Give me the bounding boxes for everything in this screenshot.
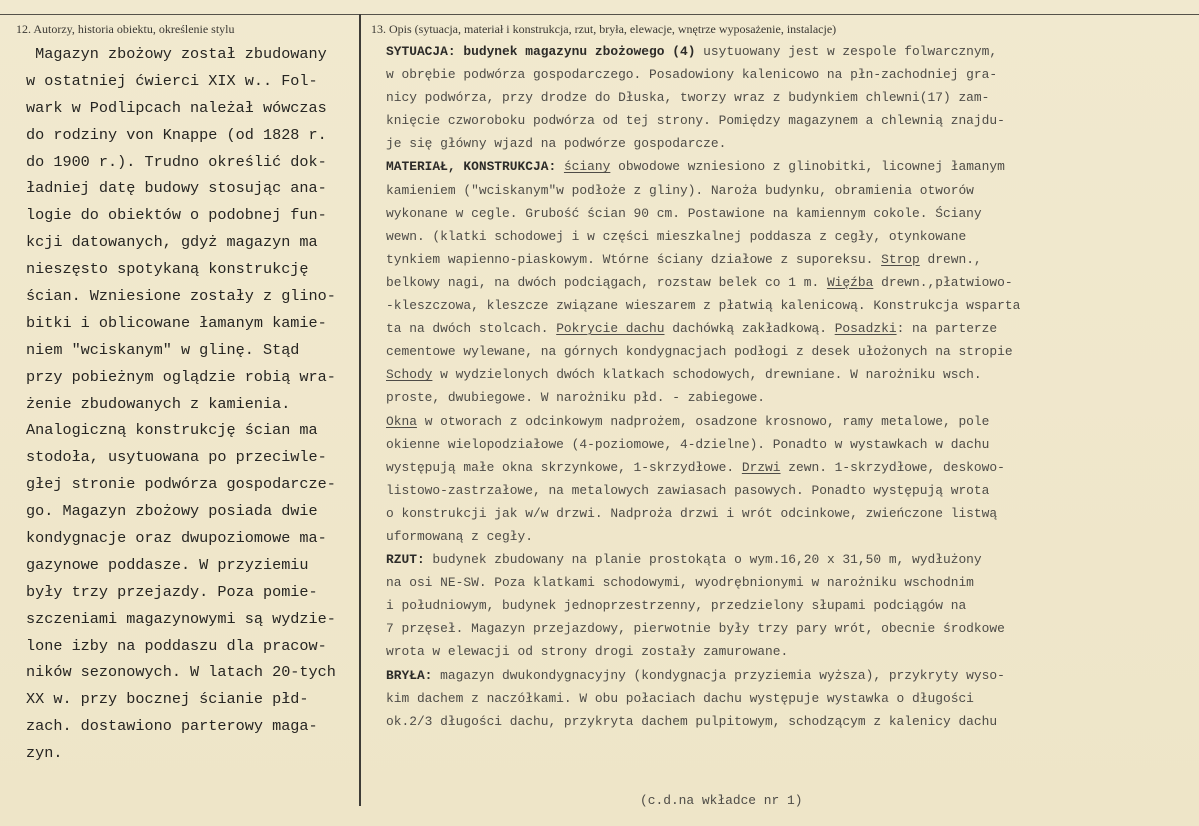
history-line: logie do obiektów o podobnej fun- <box>26 206 327 225</box>
history-line: były trzy przejazdy. Poza pomie- <box>26 582 318 601</box>
history-line: wark w Podlipcach należał wówczas <box>26 98 327 117</box>
history-line: bitki i oblicowane łamanym kamie- <box>26 313 327 332</box>
underlined-term: Drzwi <box>741 459 781 475</box>
line-text: nicy podwórza, przy drodze do Dłuska, tworzy wraz z budynkiem chlewni(17) zam- <box>386 90 990 106</box>
description-line <box>386 640 1186 663</box>
history-line: ścian. Wzniesione zostały z glino- <box>26 287 336 306</box>
description-line <box>386 271 1186 294</box>
section-label: RZUT: <box>386 552 425 568</box>
description-line <box>386 571 1186 594</box>
underlined-term: Okna <box>386 413 417 429</box>
history-line: XX w. przy bocznej ścianie płd- <box>26 690 309 709</box>
description-line <box>386 687 1186 710</box>
underlined-term: Posadzki <box>834 321 897 337</box>
history-line: kcji datowanych, gdyż magazyn ma <box>26 233 318 252</box>
line-text: : na parterze <box>896 321 998 337</box>
line-text: okienne wielopodziałowe (4-poziomowe, 4-dzielne). Ponadto w wystawkach w dachu <box>386 436 990 452</box>
line-text: -kleszczowa, kleszcze związane wieszarem z płatwią kalenicową. Konstrukcja wsparta <box>386 298 1021 314</box>
description-line <box>386 40 1186 63</box>
description-line <box>386 132 1186 155</box>
line-text: drewn., <box>919 251 982 267</box>
line-text: cementowe wylewane, na górnych kondygnacjach podłogi z desek ułożonych na stropie <box>386 344 1013 360</box>
line-text: wrota w elewacji od strony drogi zostały zamurowane. <box>386 644 789 660</box>
line-text: magazyn dwukondygnacyjny (kondygnacja przyziemia wyższa), przykryty wyso- <box>432 667 1005 683</box>
description-line <box>386 86 1186 109</box>
description-line <box>386 479 1186 502</box>
column-divider <box>359 14 361 806</box>
line-text: ok.2/3 długości dachu, przykryta dachem pulpitowym, schodzącym z kalenicy dachu <box>386 713 998 729</box>
description-line <box>386 202 1186 225</box>
description-line <box>386 664 1186 687</box>
line-text: kim dachem z naczółkami. W obu połaciach dachu występuje wystawka o długości <box>386 690 974 706</box>
history-line: głej stronie podwórza gospodarcze- <box>26 475 336 494</box>
history-line: stodoła, usytuowana po przeciwle- <box>26 448 327 467</box>
history-line: przy pobieżnym oglądzie robią wra- <box>26 367 336 386</box>
line-text: kamieniem ("wciskanym"w podłoże z gliny). Naroża budynku, obramienia otworów <box>386 182 974 198</box>
description-line <box>386 179 1186 202</box>
history-line: lone izby na poddaszu dla pracow- <box>26 636 327 655</box>
description-line <box>386 155 1186 178</box>
history-line: szczeniami magazynowymi są wydzie- <box>26 609 336 628</box>
line-text: je się główny wjazd na podwórze gospodarcze. <box>386 136 727 152</box>
line-text <box>556 159 564 174</box>
history-line: gazynowe poddasze. W przyziemiu <box>26 555 309 574</box>
description-text <box>386 40 1186 733</box>
description-line <box>386 386 1186 409</box>
history-line: ładniej datę budowy stosując ana- <box>26 179 327 198</box>
line-text: występują małe okna skrzynkowe, 1-skrzydłowe. <box>386 459 742 475</box>
line-text: obwodowe wzniesiono z glinobitki, licownej łamanym <box>610 159 1005 175</box>
underlined-term: Pokrycie dachu <box>556 321 665 337</box>
description-line <box>386 340 1186 363</box>
history-line: w ostatniej ćwierci XIX w.. Fol- <box>26 71 318 90</box>
section-label: SYTUACJA: budynek magazynu zbożowego (4) <box>386 44 696 59</box>
description-line <box>386 248 1186 271</box>
underlined-term: Schody <box>386 367 433 383</box>
history-line: go. Magazyn zbożowy posiada dwie <box>26 502 318 521</box>
line-text: listowo-zastrzałowe, na metalowych zawiasach pasowych. Ponadto występują wrota <box>386 482 990 498</box>
description-line <box>386 410 1186 433</box>
history-line: ników sezonowych. W latach 20-tych <box>26 663 336 682</box>
section-label: MATERIAŁ, KONSTRUKCJA: <box>386 159 557 175</box>
history-line: żenie zbudowanych z kamienia. <box>26 394 291 413</box>
line-text: i południowym, budynek jednoprzestrzenny, przedzielony słupami podciągów na <box>386 598 967 614</box>
description-line <box>386 710 1186 733</box>
line-text: zewn. 1-skrzydłowe, deskowo- <box>780 459 1005 475</box>
history-line: Analogiczną konstrukcję ścian ma <box>26 421 318 440</box>
description-line <box>386 617 1186 640</box>
description-line <box>386 294 1186 317</box>
history-line: Magazyn zbożowy został zbudowany <box>26 45 327 63</box>
line-text: proste, dwubiegowe. W narożniku płd. - zabiegowe. <box>386 390 766 406</box>
line-text: dachówką zakładkową. <box>664 321 835 337</box>
section-label: BRYŁA: <box>386 667 433 683</box>
line-text: budynek zbudowany na planie prostokąta o wym.16,20 x 31,50 m, wydłużony <box>424 552 982 568</box>
line-text: o konstrukcji jak w/w drzwi. Nadproża drzwi i wrót odcinkowe, zwieńczone listwą <box>386 505 998 521</box>
description-line <box>386 456 1186 479</box>
top-rule <box>0 14 1199 15</box>
history-line: nieszęsto spotykaną konstrukcję <box>26 260 309 279</box>
description-line <box>386 433 1186 456</box>
description-line <box>386 594 1186 617</box>
description-line <box>386 109 1186 132</box>
description-line <box>386 225 1186 248</box>
description-line <box>386 502 1186 525</box>
history-line: kondygnacje oraz dwupoziomowe ma- <box>26 529 327 548</box>
line-text: tynkiem wapienno-piaskowym. Wtórne ściany działowe z suporeksu. <box>386 251 882 267</box>
description-line <box>386 548 1186 571</box>
description-line <box>386 363 1186 386</box>
description-line <box>386 525 1186 548</box>
underlined-term: Strop <box>881 251 920 267</box>
line-text: wewn. (klatki schodowej i w części mieszkalnej poddasza z cegły, otynkowane <box>386 228 967 244</box>
line-text: uformowaną z cegły. <box>386 528 533 544</box>
section-13-heading: 13. Opis (sytuacja, materiał i konstrukcja, rzut, bryła, elewacje, wnętrze wyposażenie, instalacje) <box>371 22 837 36</box>
underlined-term: ściany <box>563 159 611 175</box>
section-12-heading: 12. Autorzy, historia obiektu, określenie stylu <box>16 22 235 36</box>
line-text: w otworach z odcinkowym nadprożem, osadzone krosnowo, ramy metalowe, pole <box>416 413 990 429</box>
history-line: niem "wciskanym" w glinę. Stąd <box>26 340 300 359</box>
history-line: zach. dostawiono parterowy maga- <box>26 717 318 736</box>
line-text: w obrębie podwórza gospodarczego. Posadowiony kalenicowo na płn-zachodniej gra- <box>386 67 998 83</box>
line-text: drewn.,płatwiowo- <box>873 274 1013 290</box>
history-line: do rodziny von Knappe (od 1828 r. <box>26 125 327 144</box>
continuation-note: (c.d.na wkładce nr 1) <box>640 793 803 808</box>
line-text: na osi NE-SW. Poza klatkami schodowymi, wyodrębnionymi w narożniku wschodnim <box>386 575 974 591</box>
line-text: ta na dwóch stolcach. <box>386 321 557 337</box>
history-line: zyn. <box>26 744 63 763</box>
line-text: wykonane w cegle. Grubość ścian 90 cm. Postawione na kamiennym cokole. Ściany <box>386 205 982 221</box>
history-line: do 1900 r.). Trudno określić dok- <box>26 152 327 171</box>
underlined-term: Więźba <box>826 274 874 290</box>
line-text: 7 przęseł. Magazyn przejazdowy, pierwotnie były trzy pary wrót, obecnie środkowe <box>386 621 1005 637</box>
history-text <box>26 41 356 767</box>
line-text: w wydzielonych dwóch klatkach schodowych, drewniane. W narożniku wsch. <box>432 367 982 383</box>
line-text: usytuowany jest w zespole folwarcznym, <box>695 44 998 59</box>
description-line <box>386 317 1186 340</box>
line-text: knięcie czworoboku podwórza od tej strony. Pomiędzy magazynem a chlewnią znajdu- <box>386 113 1005 129</box>
line-text: belkowy nagi, na dwóch podciągach, rozstaw belek co 1 m. <box>386 274 827 290</box>
description-line <box>386 63 1186 86</box>
